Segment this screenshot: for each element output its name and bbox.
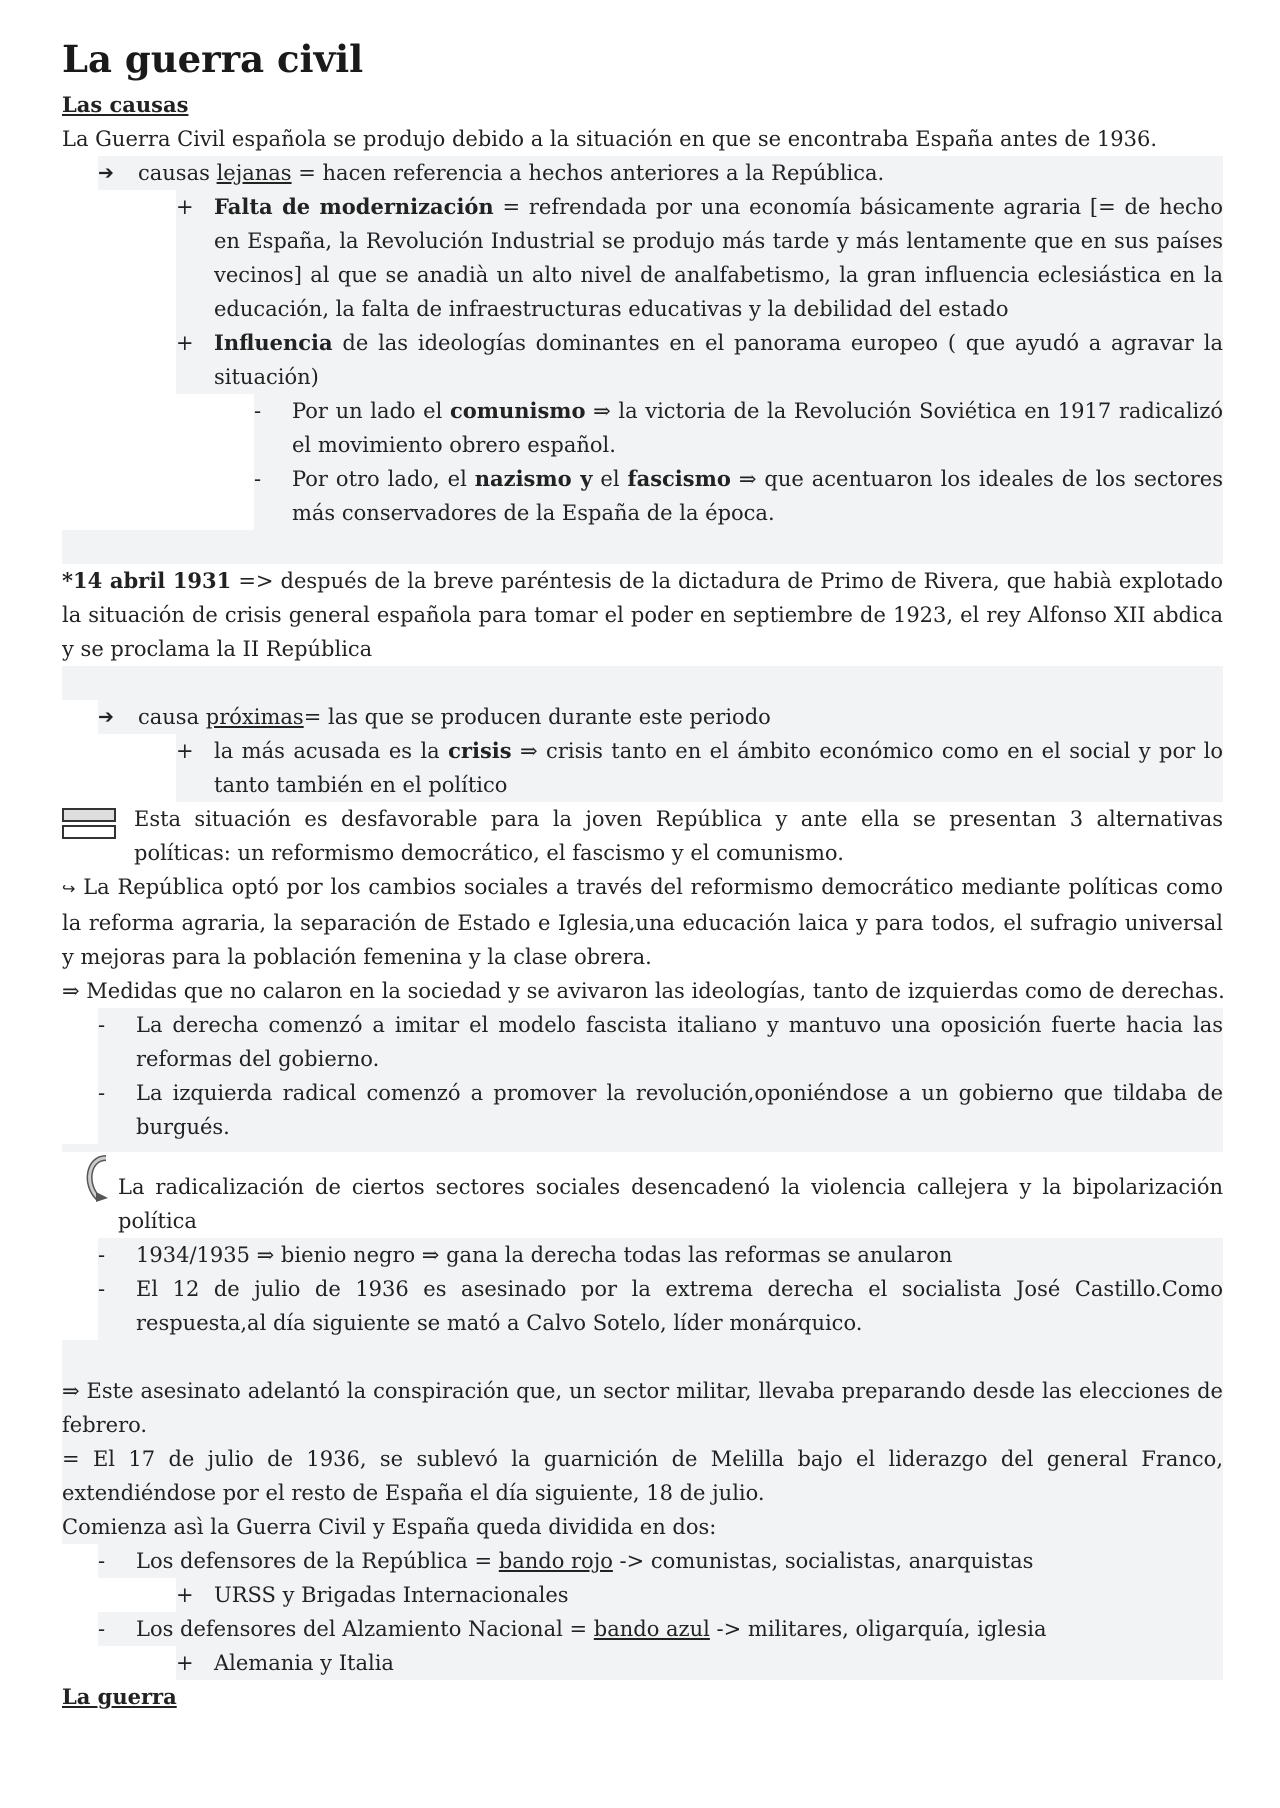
list-item-bienio: - 1934/1935 ⇒ bienio negro ⇒ gana la derecha todas las reformas se anularon [98, 1238, 1223, 1272]
radicalizacion-paragraph: La radicalización de ciertos sectores sociales desencadenó la violencia callejera y la bipolarización política [82, 1152, 1223, 1238]
plus-bullet: + [176, 1651, 194, 1675]
dash-bullet: - [98, 1277, 106, 1301]
equals-icon [62, 802, 134, 842]
situacion-paragraph: Esta situación es desfavorable para la joven República y ante ella se presentan 3 alternativas políticas: un reformismo democrático, el fascismo y el comunismo. [62, 802, 1223, 870]
list-item-castillo: - El 12 de julio de 1936 es asesinado por la extrema derecha el socialista José Castillo.Como respuesta,al día siguiente se mató a Calvo Sotelo, líder monárquico. [98, 1272, 1223, 1340]
list-item-proximas: ➔ causa próximas= las que se producen durante este periodo [98, 700, 1223, 734]
dash-bullet: - [98, 1013, 106, 1037]
list-item-fascismo: - Por otro lado, el nazismo y el fascismo ⇒ que acentuaron los ideales de los sectores más conservadores de la España de la época. [254, 462, 1223, 530]
term-bando-azul: bando azul [593, 1617, 710, 1641]
dash-bullet: - [98, 1081, 106, 1105]
plus-bullet: + [176, 331, 194, 355]
list-item-urss: + URSS y Brigadas Internacionales [176, 1578, 1223, 1612]
medidas-line: ⇒ Medidas que no calaron en la sociedad y se avivaron las ideologías, tanto de izquierdas como de derechas. [62, 979, 1225, 1003]
dash-bullet: - [98, 1243, 106, 1267]
republica-paragraph: ↪ La República optó por los cambios sociales a través del reformismo democrático mediante políticas como la reforma agraria, la separación de Estado e Iglesia,una educación laica y para todos, el sufragio universal y mejoras para la población femenina y la clase obrera. [62, 875, 1223, 969]
spacer [62, 666, 1223, 700]
term-bando-rojo: bando rojo [498, 1549, 613, 1573]
list-item-comunismo: - Por un lado el comunismo ⇒ la victoria de la Revolución Soviética en 1917 radicalizó el movimiento obrero español. [254, 394, 1223, 462]
dash-bullet: - [98, 1617, 106, 1641]
plus-bullet: + [176, 195, 194, 219]
sublevacion-paragraph: = El 17 de julio de 1936, se sublevó la guarnición de Melilla bajo el liderazgo del general Franco, extendiéndose por el resto de España el día siguiente, 18 de julio. [62, 1442, 1223, 1510]
document-content [62, 34, 1223, 1714]
dash-bullet: - [254, 467, 262, 491]
list-item-derecha: - La derecha comenzó a imitar el modelo fascista italiano y mantuvo una oposición fuerte hacia las reformas del gobierno. [98, 1008, 1223, 1076]
list-item-modernizacion: + Falta de modernización = refrendada por una economía básicamente agraria [= de hecho en España, la Revolución Industrial se produjo más tarde y más lentamente que en sus países vecinos] al que se anadià un alto nivel de analfabetismo, la gran influencia eclesiástica en la educación, la falta de infraestructuras educativas y la debilidad del estado [176, 190, 1223, 326]
list-item-alemania: + Alemania y Italia [176, 1646, 1223, 1680]
dash-bullet: - [98, 1549, 106, 1573]
term-proximas: próximas [205, 705, 304, 729]
term-lejanas: lejanas [216, 161, 292, 185]
dash-bullet: - [254, 399, 262, 423]
section-heading-causas: Las causas [62, 92, 189, 117]
list-item-lejanas: ➔ causas lejanas = hacen referencia a hechos anteriores a la República. [98, 156, 1223, 190]
list-item-izquierda: - La izquierda radical comenzó a promover la revolución,oponiéndose a un gobierno que tildaba de burgués. [98, 1076, 1223, 1144]
curved-arrow-icon [82, 1152, 118, 1214]
page-title: La guerra civil [62, 37, 364, 81]
spacer [62, 1340, 1223, 1374]
list-item-crisis: + la más acusada es la crisis ⇒ crisis tanto en el ámbito económico como en el social y por lo tanto también en el político [176, 734, 1223, 802]
list-item-bando-azul: - Los defensores del Alzamiento Nacional = bando azul -> militares, oligarquía, iglesia [98, 1612, 1223, 1646]
list-item-influencia: + Influencia de las ideologías dominantes en el panorama europeo ( que ayudó a agravar la situación) [176, 326, 1223, 394]
paragraph-1931: *14 abril 1931 => después de la breve paréntesis de la dictadura de Primo de Rivera, que habià explotado la situación de crisis general española para tomar el poder en septiembre de 1923, el rey Alfonso XII abdica y se proclama la II República [62, 568, 1223, 661]
list-item-bando-rojo: - Los defensores de la República = bando rojo -> comunistas, socialistas, anarquistas [98, 1544, 1223, 1578]
arrow-icon: ➔ [98, 162, 114, 184]
plus-bullet: + [176, 1583, 194, 1607]
spacer [62, 530, 1223, 564]
comienza-line: Comienza asì la Guerra Civil y España queda dividida en dos: [62, 1510, 1223, 1544]
arrow-icon: ➔ [98, 706, 114, 728]
section-heading-guerra: La guerra [62, 1684, 177, 1709]
return-arrow-icon: ↪ [62, 879, 76, 898]
plus-bullet: + [176, 739, 194, 763]
conspiracion-paragraph: ⇒ Este asesinato adelantó la conspiración que, un sector militar, llevaba preparando desde las elecciones de febrero. [62, 1374, 1223, 1442]
intro-paragraph: La Guerra Civil española se produjo debido a la situación en que se encontraba España antes de 1936. [62, 127, 1158, 151]
spacer [62, 1144, 1223, 1152]
